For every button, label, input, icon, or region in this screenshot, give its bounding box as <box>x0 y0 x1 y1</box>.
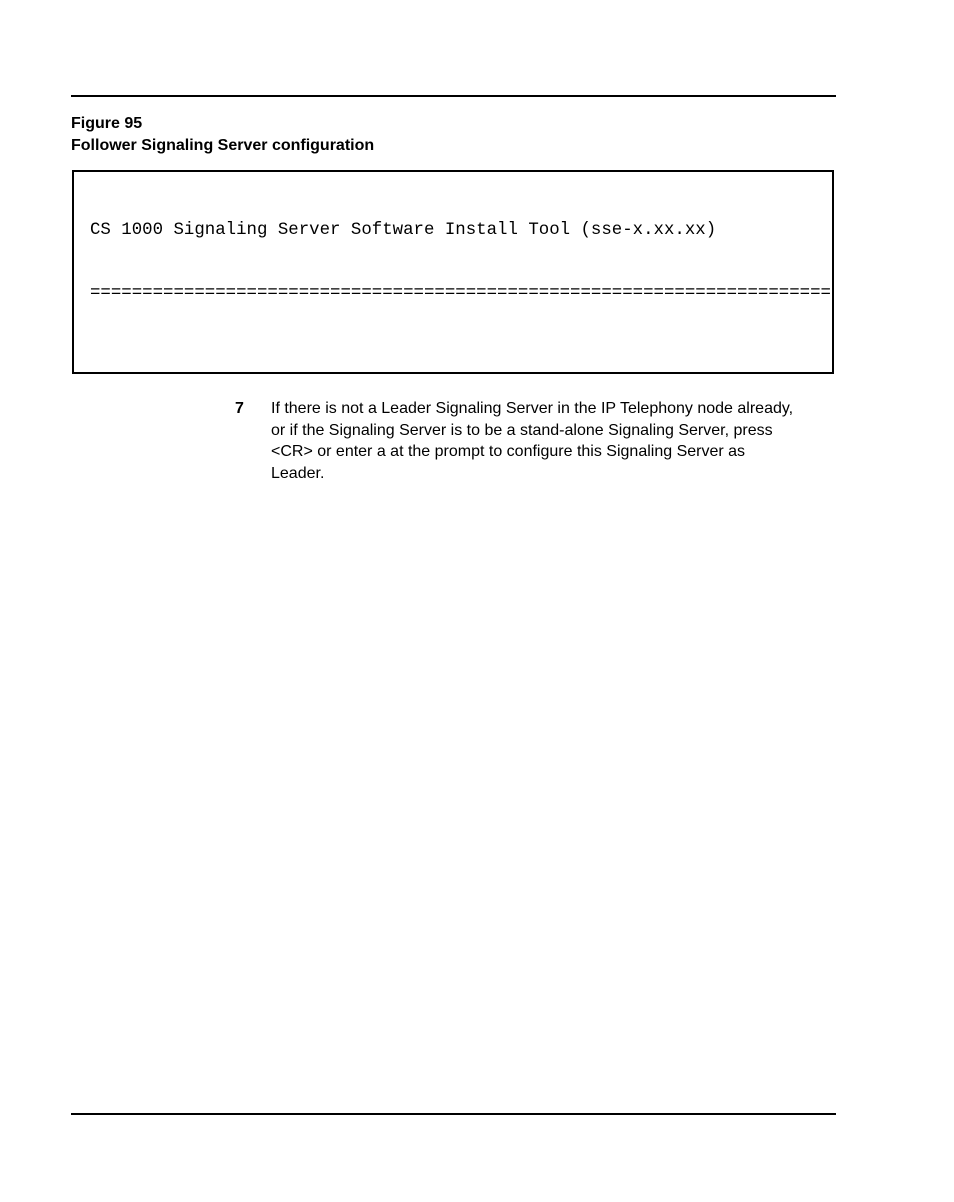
figure-label: Figure 95 <box>71 115 143 132</box>
terminal-header: CS 1000 Signaling Server Software Install Tool (sse-x.xx.xx) <box>90 221 717 240</box>
blank-line <box>90 346 834 367</box>
figure-title: Follower Signaling Server configuration <box>71 137 375 154</box>
top-rule <box>71 95 836 97</box>
step-text-line: If there is not a Leader Signaling Server in the IP Telephony node already, <box>271 400 794 417</box>
terminal-text <box>90 178 834 374</box>
step-text-line: or if the Signaling Server is to be a stand-alone Signaling Server, press <box>271 421 773 439</box>
terminal-screen <box>72 170 834 374</box>
step-text-line: <CR> or enter a at the prompt to configure this Signaling Server as <box>271 443 746 460</box>
figure-caption <box>71 113 374 157</box>
step-text-line: Leader. <box>271 464 325 482</box>
step-number: 7 <box>235 400 244 417</box>
step-text <box>271 398 836 484</box>
terminal-separator: ======================================================================= <box>90 284 831 303</box>
bottom-rule <box>71 1113 836 1115</box>
